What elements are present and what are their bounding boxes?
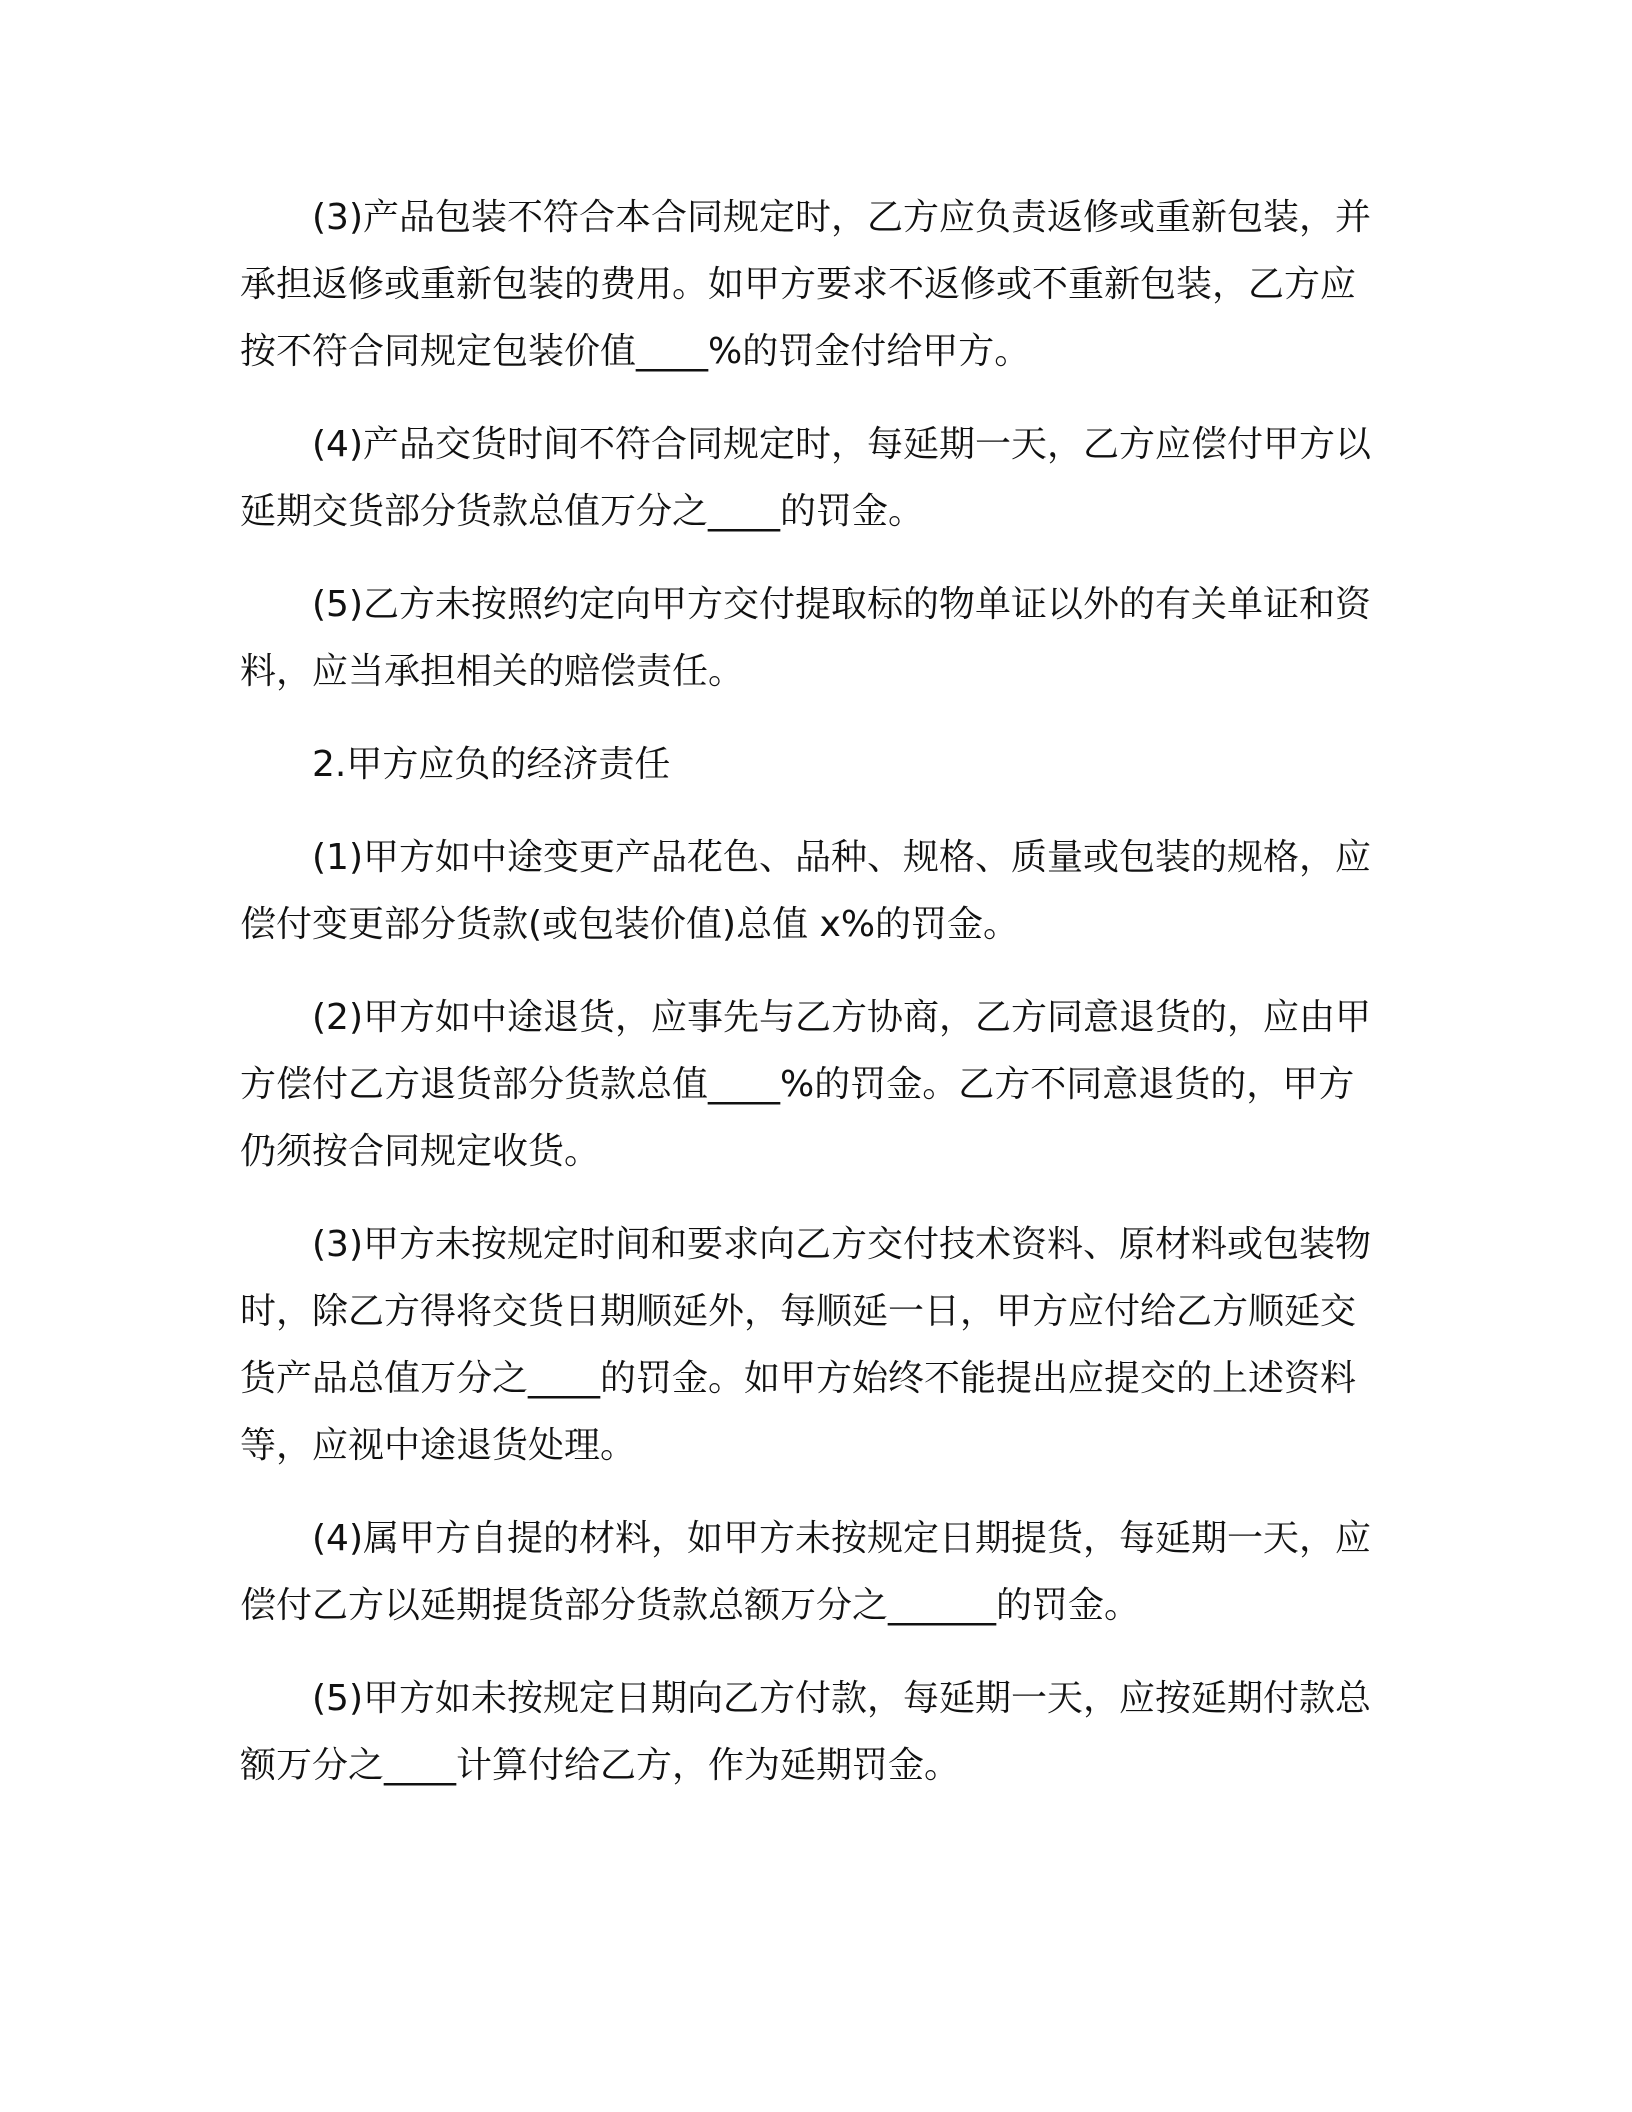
clause-buyer-late-pickup: (4)属甲方自提的材料，如甲方未按规定日期提货，每延期一天，应偿付乙方以延期提货部分货款总额万分之______的罚金。 (240, 1518, 1371, 1626)
section-heading-buyer-liability: 2.甲方应负的经济责任 (312, 744, 671, 785)
clause-buyer-late-materials: (3)甲方未按规定时间和要求向乙方交付技术资料、原材料或包装物时，除乙方得将交货日期顺延外，每顺延一日，甲方应付给乙方顺延交货产品总值万分之____的罚金。如甲方始终不能提出应提交的上述资料等，应视中途退货处理。 (240, 1224, 1371, 1466)
clause-seller-documents: (5)乙方未按照约定向甲方交付提取标的物单证以外的有关单证和资料，应当承担相关的赔偿责任。 (240, 584, 1371, 692)
clause-seller-packaging: (3)产品包装不符合本合同规定时，乙方应负责返修或重新包装，并承担返修或重新包装的费用。如甲方要求不返修或不重新包装，乙方应按不符合同规定包装价值____%的罚金付给甲方。 (240, 197, 1371, 372)
clause-buyer-return: (2)甲方如中途退货，应事先与乙方协商，乙方同意退货的，应由甲方偿付乙方退货部分货款总值____%的罚金。乙方不同意退货的，甲方仍须按合同规定收货。 (240, 997, 1371, 1172)
clause-buyer-late-payment: (5)甲方如未按规定日期向乙方付款，每延期一天，应按延期付款总额万分之____计算付给乙方，作为延期罚金。 (240, 1678, 1371, 1786)
clause-seller-late-delivery: (4)产品交货时间不符合同规定时，每延期一天，乙方应偿付甲方以延期交货部分货款总值万分之____的罚金。 (240, 424, 1371, 532)
document-body (240, 184, 1390, 1825)
clause-buyer-change-spec: (1)甲方如中途变更产品花色、品种、规格、质量或包装的规格，应偿付变更部分货款(或包装价值)总值 x%的罚金。 (240, 837, 1371, 945)
